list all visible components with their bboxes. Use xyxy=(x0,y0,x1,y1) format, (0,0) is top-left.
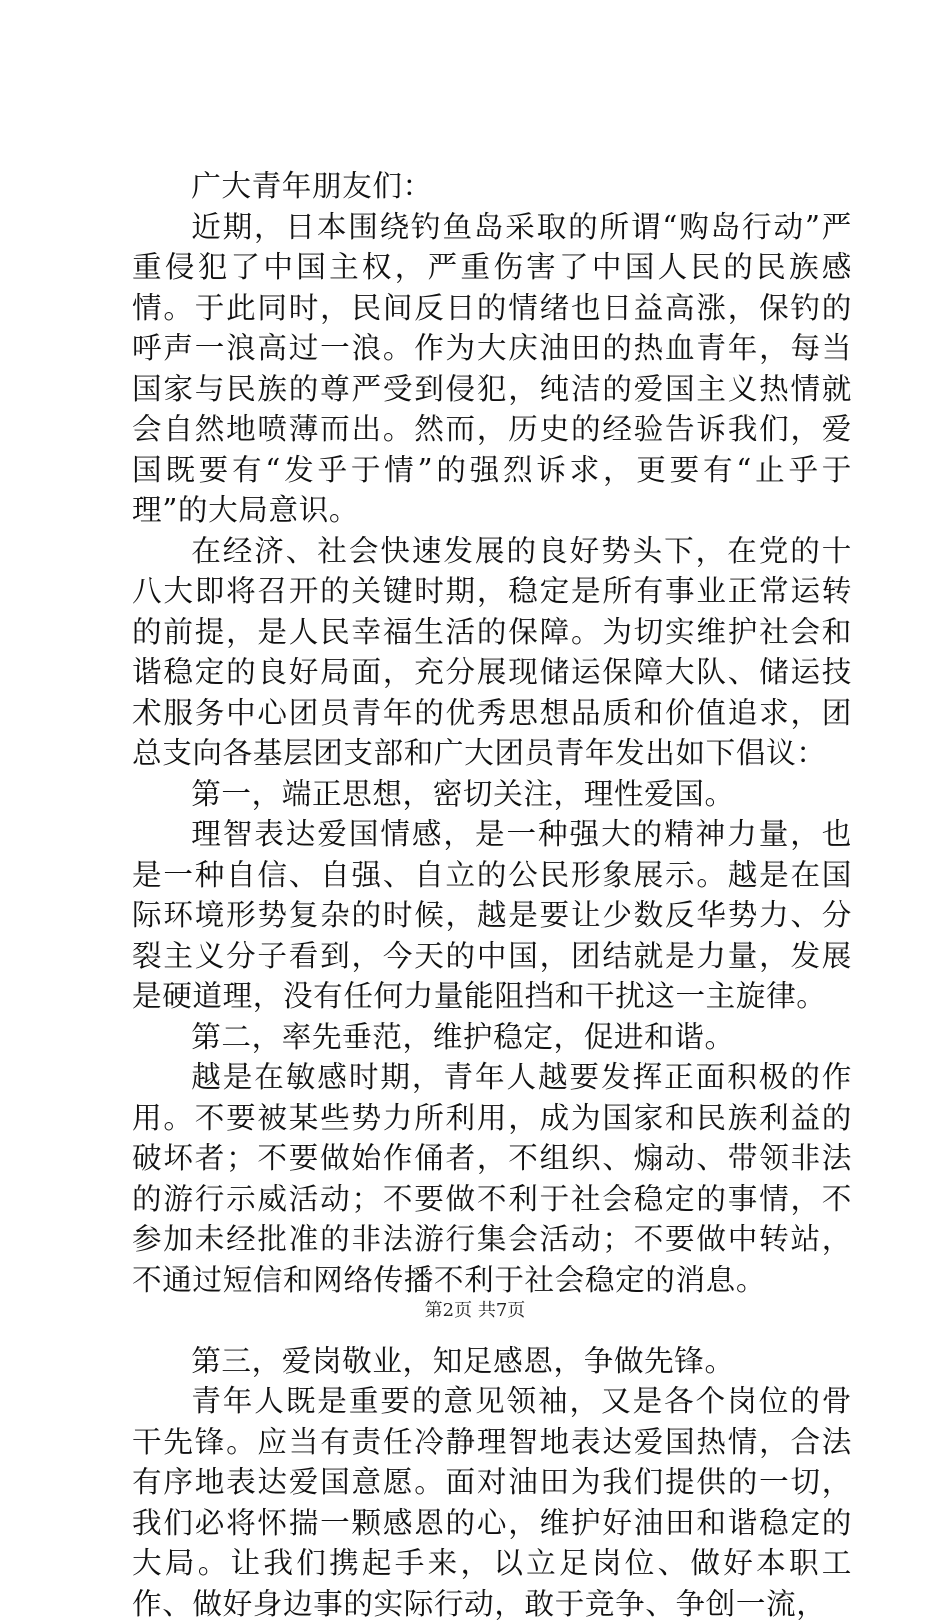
heading-point-2: 第二，率先垂范，维护稳定，促进和谐。 xyxy=(191,1019,735,1054)
paragraph-point-2: 越是在敏感时期，青年人越要发挥正面积极的作用。不要被某些势力所利用，成为国家和民族利益的破坏者；不要做始作俑者，不组织、煽动、带领非法的游行示威活动；不要做不利于社会稳定的事情，不参加未经批准的非法游行集会活动；不要做中转站，不通过短信和网络传播不利于社会稳定的消息。 xyxy=(132,1060,852,1297)
salutation: 广大青年朋友们： xyxy=(191,169,433,203)
page-footer: 第2页 共7页 xyxy=(424,1300,526,1321)
paragraph-point-3: 青年人既是重要的意见领袖，又是各个岗位的骨干先锋。应当有责任冷静理智地表达爱国热情，合法有序地表达爱国意愿。面对油田为我们提供的一切，我们必将怀揣一颗感恩的心，维护好油田和谐稳定的大局。让我们携起手来，以立足岗位、做好本职工作、做好身边事的实际行动，敢于竞争、争创一流， xyxy=(132,1384,852,1621)
heading-point-3: 第三，爱岗敬业，知足感恩，争做先锋。 xyxy=(191,1343,735,1378)
document-body xyxy=(132,166,852,1624)
paragraph-intro: 近期，日本围绕钓鱼岛采取的所谓“购岛行动”严重侵犯了中国主权，严重伤害了中国人民的民族感情。于此同时，民间反日的情绪也日益高涨，保钓的呼声一浪高过一浪。作为大庆油田的热血青年，每当国家与民族的尊严受到侵犯，纯洁的爱国主义热情就会自然地喷薄而出。然而，历史的经验告诉我们，爱国既要有“发乎于情”的强烈诉求，更要有“止乎于理”的大局意识。 xyxy=(132,209,852,527)
paragraph-point-1: 理智表达爱国情感，是一种强大的精神力量，也是一种自信、自强、自立的公民形象展示。越是在国际环境形势复杂的时候，越是要让少数反华势力、分裂主义分子看到，今天的中国，团结就是力量，发展是硬道理，没有任何力量能阻挡和干扰这一主旋律。 xyxy=(132,817,852,1013)
paragraph-context: 在经济、社会快速发展的良好势头下，在党的十八大即将召开的关键时期，稳定是所有事业正常运转的前提，是人民幸福生活的保障。为切实维护社会和谐稳定的良好局面，充分展现储运保障大队、储运技术服务中心团员青年的优秀思想品质和价值追求，团总支向各基层团支部和广大团员青年发出如下倡议： xyxy=(132,533,852,770)
heading-point-1: 第一，端正思想，密切关注，理性爱国。 xyxy=(191,776,735,811)
